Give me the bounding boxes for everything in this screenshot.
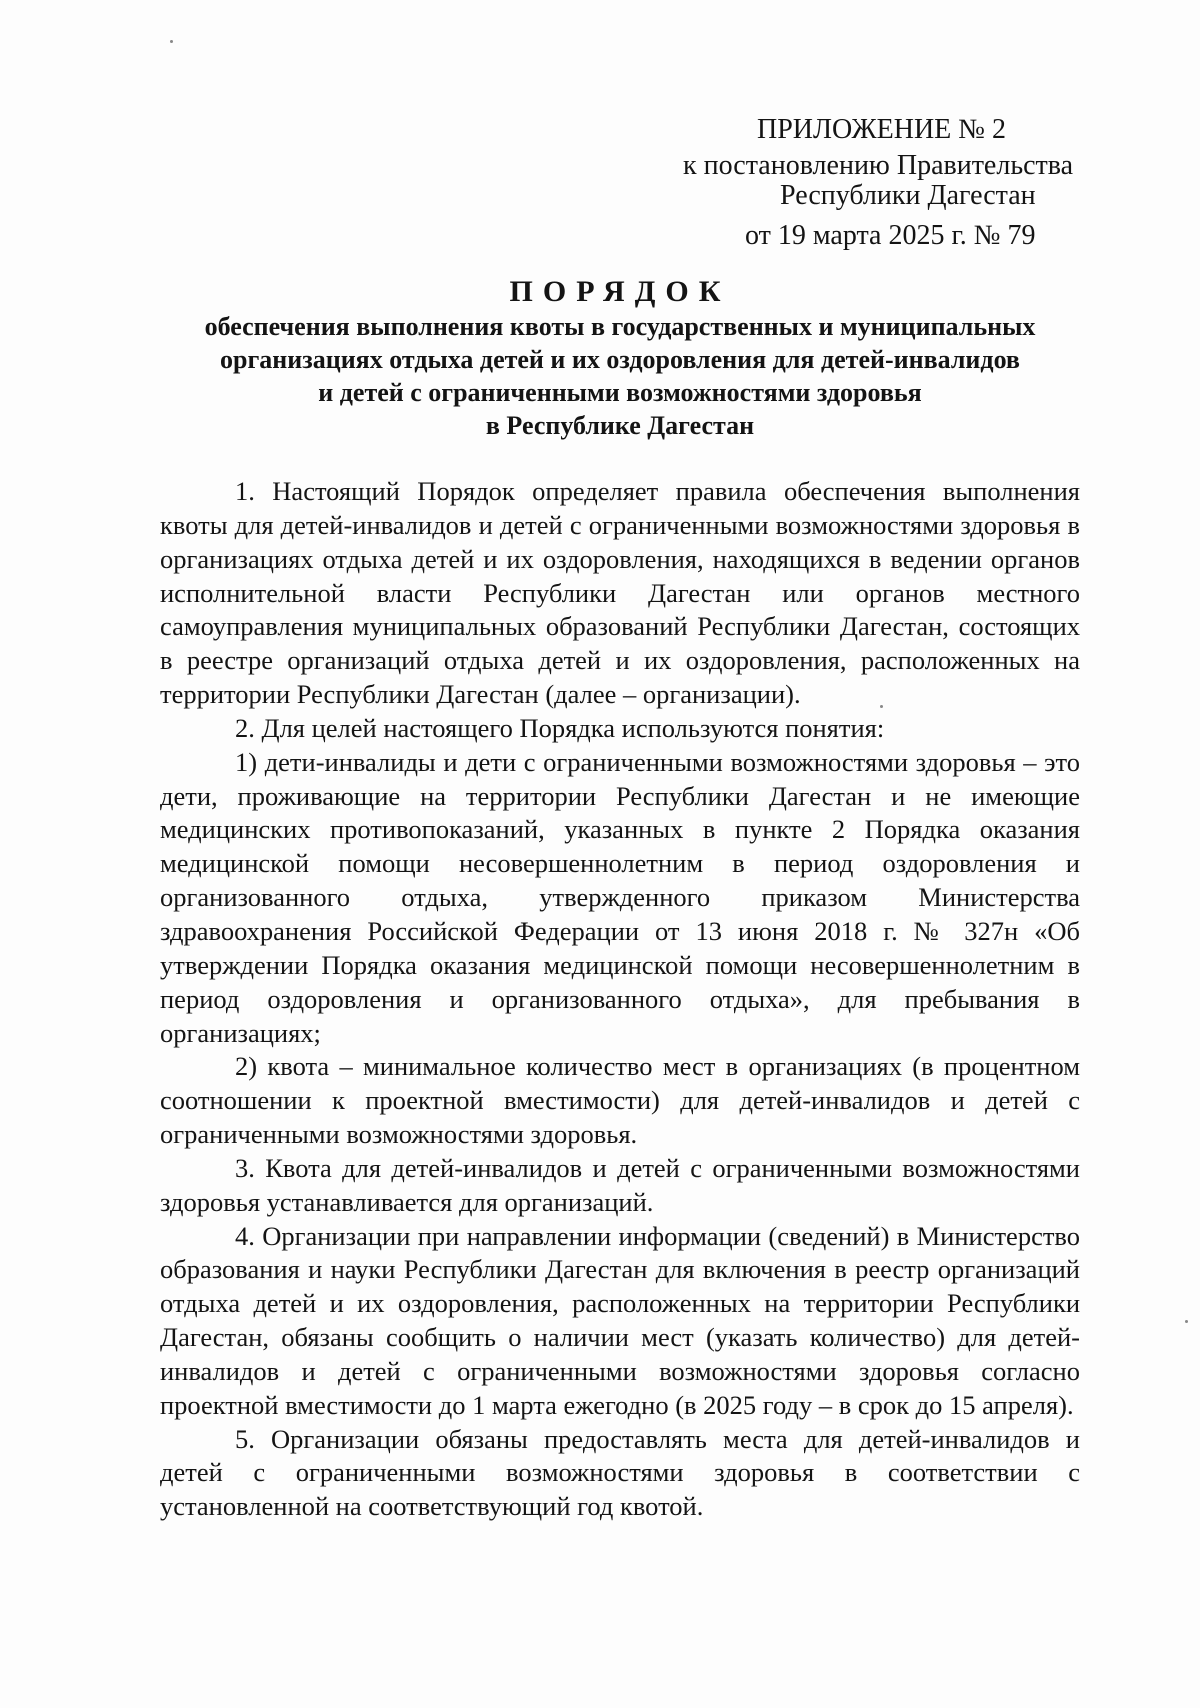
appendix-republic: Республики Дагестан xyxy=(780,180,1036,211)
document-subtitle-line-4: в Республике Дагестан xyxy=(485,411,755,440)
scan-speck xyxy=(170,40,173,43)
paragraph-5: 5. Организации обязаны предоставлять места для детей-инвалидов и детей с ограниченными возможностями здоровья в соответствии с установленной на соответствующий год квотой. xyxy=(160,1423,1080,1522)
appendix-number: ПРИЛОЖЕНИЕ № 2 xyxy=(757,114,1006,145)
scan-speck xyxy=(880,705,883,708)
paragraph-2: 2. Для целей настоящего Порядка используются понятия: xyxy=(235,712,885,743)
document-title: ПОРЯДОК xyxy=(509,275,731,308)
scan-speck xyxy=(1185,1320,1188,1323)
document-subtitle-line-2: организациях отдыха детей и их оздоровления для детей-инвалидов xyxy=(220,345,1020,374)
document-subtitle-line-1: обеспечения выполнения квоты в государственных и муниципальных xyxy=(204,312,1036,341)
document-subtitle-line-3: и детей с ограниченными возможностями здоровья xyxy=(318,378,922,407)
paragraph-4: 4. Организации при направлении информации (сведений) в Министерство образования и науки Республики Дагестан для включения в реестр организаций отдыха детей и их оздоровления, расположенных на территории Республики Дагестан, обязаны сообщить о наличии мест (указать количество) для детей-инвалидов и детей с ограниченными возможностями здоровья согласно проектной вместимости до 1 марта ежегодно (в 2025 году – в срок до 15 апреля). xyxy=(160,1220,1080,1420)
document-body xyxy=(160,475,1080,1524)
paragraph-1: 1. Настоящий Порядок определяет правила обеспечения выполнения квоты для детей-инвалидов и детей с ограниченными возможностями здоровья в организациях отдыха детей и их оздоровления, находящихся в ведении органов исполнительной власти Республики Дагестан или органов местного самоуправления муниципальных образований Республики Дагестан, состоящих в реестре организаций отдыха детей и их оздоровления, расположенных на территории Республики Дагестан (далее – организации). xyxy=(160,476,1080,710)
paragraph-2-item-1: 1) дети-инвалиды и дети с ограниченными возможностями здоровья – это дети, проживающие на территории Республики Дагестан и не имеющие медицинских противопоказаний, указанных в пункте 2 Порядка оказания медицинской помощи несовершеннолетним в период оздоровления и организованного отдыха, утвержденного приказом Министерства здравоохранения Российской Федерации от 13 июня 2018 г. № 327н «Об утверждении Порядка оказания медицинской помощи несовершеннолетним в период оздоровления и организованного отдыха», для пребывания в организациях; xyxy=(160,746,1080,1048)
paragraph-3: 3. Квота для детей-инвалидов и детей с ограниченными возможностями здоровья устанавливается для организаций. xyxy=(160,1152,1080,1217)
appendix-date-number: от 19 марта 2025 г. № 79 xyxy=(745,220,1036,251)
appendix-reference: к постановлению Правительства xyxy=(683,150,1074,181)
paragraph-2-item-2: 2) квота – минимальное количество мест в организациях (в процентном соотношении к проектной вместимости) для детей-инвалидов и детей с ограниченными возможностями здоровья. xyxy=(160,1051,1080,1150)
